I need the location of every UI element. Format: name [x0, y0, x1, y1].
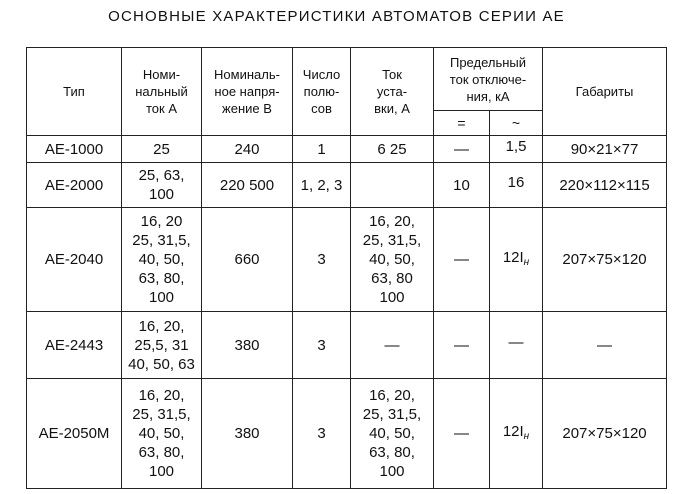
table-row	[27, 208, 667, 312]
cell-type: АЕ-1000	[27, 136, 122, 163]
characteristics-table	[26, 47, 667, 489]
cell-type: АЕ-2040	[27, 208, 122, 312]
cell-dc: 10	[434, 163, 490, 208]
cell-nominal-voltage: 220 500	[202, 163, 293, 208]
cell-ac: $12I_н$	[490, 208, 543, 312]
cell-dc: —	[434, 208, 490, 312]
cell-dc: —	[434, 312, 490, 379]
cell-ac: $12I_н$	[490, 379, 543, 489]
cell-setting-current: 16, 20, 25, 31,5, 40, 50, 63, 80 100	[351, 208, 434, 312]
cell-setting-current: 6 25	[351, 136, 434, 163]
table-row	[27, 312, 667, 379]
cell-nominal-current: 25	[122, 136, 202, 163]
cell-ac: 16	[490, 163, 543, 208]
cell-nominal-voltage: 240	[202, 136, 293, 163]
header-dc: =	[434, 111, 490, 136]
cell-dimensions: 207×75×120	[543, 208, 667, 312]
cell-setting-current: —	[351, 312, 434, 379]
cell-poles: 3	[293, 208, 351, 312]
header-breaking-current: Предельный ток отключе- ния, кА	[434, 48, 543, 111]
header-ac: ~	[490, 111, 543, 136]
header-poles: Число полю- сов	[293, 48, 351, 136]
table-row	[27, 163, 667, 208]
cell-setting-current	[351, 163, 434, 208]
cell-setting-current: 16, 20, 25, 31,5, 40, 50, 63, 80, 100	[351, 379, 434, 489]
cell-nominal-voltage: 660	[202, 208, 293, 312]
cell-nominal-current: 25, 63, 100	[122, 163, 202, 208]
cell-nominal-current: 16, 20, 25,5, 31 40, 50, 63	[122, 312, 202, 379]
cell-nominal-voltage: 380	[202, 379, 293, 489]
cell-dc: —	[434, 379, 490, 489]
cell-type: АЕ-2443	[27, 312, 122, 379]
cell-type: АЕ-2050М	[27, 379, 122, 489]
cell-type: АЕ-2000	[27, 163, 122, 208]
header-setting-current: Ток уста- вки, А	[351, 48, 434, 136]
cell-nominal-current: 16, 20 25, 31,5, 40, 50, 63, 80, 100	[122, 208, 202, 312]
cell-dimensions: 220×112×115	[543, 163, 667, 208]
cell-dimensions: 90×21×77	[543, 136, 667, 163]
header-type: Тип	[27, 48, 122, 136]
header-nominal-voltage: Номиналь- ное напря- жение В	[202, 48, 293, 136]
cell-poles: 1, 2, 3	[293, 163, 351, 208]
cell-dimensions: 207×75×120	[543, 379, 667, 489]
cell-dimensions: —	[543, 312, 667, 379]
table-row	[27, 379, 667, 489]
cell-nominal-current: 16, 20, 25, 31,5, 40, 50, 63, 80, 100	[122, 379, 202, 489]
page-title: ОСНОВНЫЕ ХАРАКТЕРИСТИКИ АВТОМАТОВ СЕРИИ АЕ	[108, 8, 565, 25]
cell-nominal-voltage: 380	[202, 312, 293, 379]
header-dimensions: Габариты	[543, 48, 667, 136]
cell-dc: —	[434, 136, 490, 163]
cell-ac: 1,5	[490, 136, 543, 163]
cell-poles: 1	[293, 136, 351, 163]
header-nominal-current: Номи- нальный ток А	[122, 48, 202, 136]
cell-poles: 3	[293, 312, 351, 379]
table-row	[27, 136, 667, 163]
cell-ac: —	[490, 312, 543, 379]
cell-poles: 3	[293, 379, 351, 489]
